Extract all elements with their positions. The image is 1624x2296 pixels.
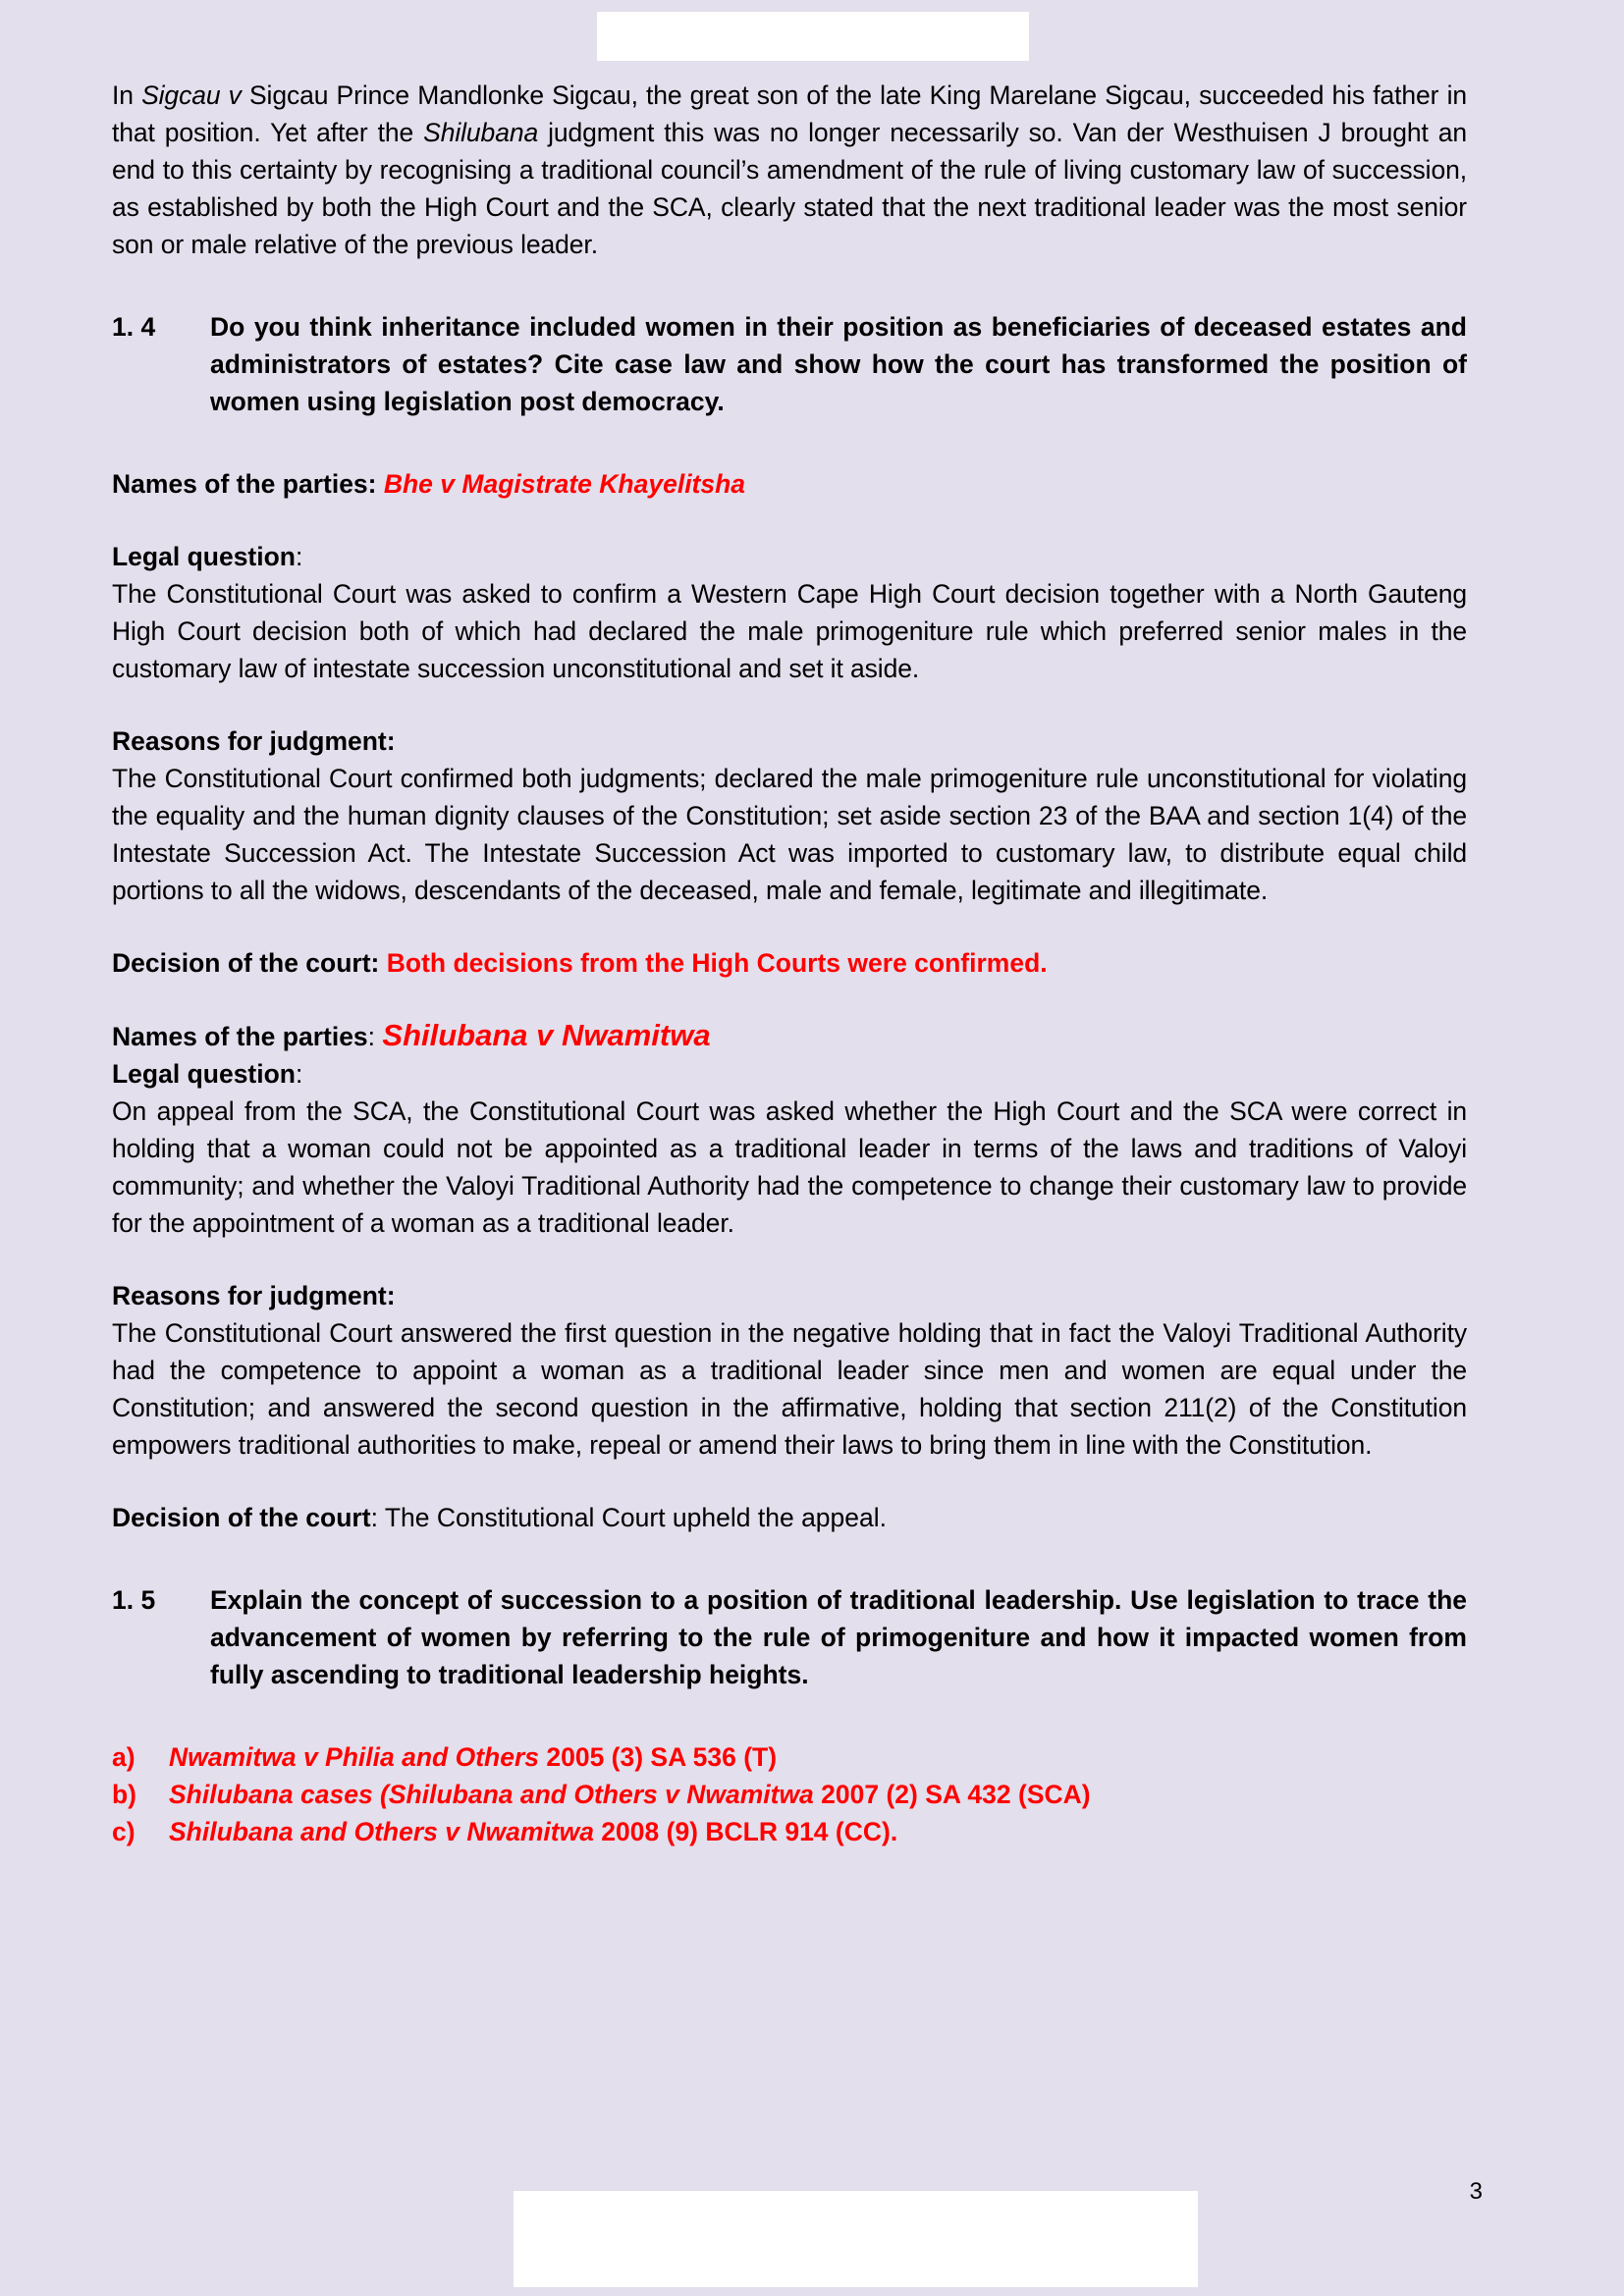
reference-text <box>169 1776 1467 1813</box>
case-2-decision-label: Decision of the court <box>112 1503 371 1532</box>
case-1-parties-label: Names of the parties: <box>112 469 384 499</box>
spacer <box>112 420 1467 465</box>
case-2-parties-value: Shilubana v Nwamitwa <box>382 1018 711 1052</box>
spacer <box>112 1536 1467 1581</box>
case-1-reasons-text: The Constitutional Court confirmed both judgments; declared the male primogeniture rule unconstitutional for violating the equality and the human dignity clauses of the Constitution; set aside section 23 of the BAA and section 1(4) of the Intestate Succession Act. The Intestate Succession Act was imported to customary law, to distribute equal child portions to all the widows, descendants of the deceased, male and female, legitimate and illegitimate. <box>112 764 1467 905</box>
case-2-decision-value: The Constitutional Court upheld the appeal. <box>384 1503 888 1532</box>
case-1-legal-question-label: Legal question <box>112 542 296 571</box>
list-item <box>112 1776 1467 1813</box>
case-2-legal-question-heading <box>112 1055 1467 1093</box>
case-1-reasons-label: Reasons for judgment: <box>112 726 396 756</box>
spacer <box>112 909 1467 944</box>
case-2-legal-question-text: On appeal from the SCA, the Constitutional Court was asked whether the High Court and the SCA were correct in holding that a woman could not be appointed as a traditional leader in terms of the laws and traditions of Valoyi community; and whether the Valoyi Traditional Authority had the competence to change their customary law to provide for the appointment of a woman as a traditional leader. <box>112 1096 1467 1238</box>
spacer <box>112 982 1467 1017</box>
reference-citation: 2008 (9) BCLR 914 (CC). <box>593 1817 898 1846</box>
case-2-legal-question-colon: : <box>296 1059 303 1089</box>
paragraph-sigcau-part-c: judgment this was no longer necessarily so. Van der Westhuisen J brought an end to this certainty by recognising a traditional council’s amendment of the rule of living customary law of succession, as established by both the High Court and the SCA, clearly stated that the next traditional leader was the most senior son or male relative of the previous leader. <box>112 118 1467 259</box>
reference-marker: b) <box>112 1780 137 1809</box>
paragraph-sigcau-part-a: In <box>112 80 142 110</box>
spacer <box>112 263 1467 308</box>
question-1-5-number: 1. 5 <box>112 1585 156 1615</box>
reference-text <box>169 1738 1467 1776</box>
case-2-parties-colon: : <box>367 1022 383 1051</box>
question-1-4-number: 1. 4 <box>112 312 156 342</box>
question-1-5 <box>112 1581 1467 1693</box>
paragraph-sigcau <box>112 77 1467 263</box>
spacer <box>112 1242 1467 1277</box>
case-2-parties-line <box>112 1017 1467 1055</box>
reference-case-name: Shilubana and Others v Nwamitwa <box>169 1817 594 1846</box>
case-1-decision-label: Decision of the court: <box>112 948 387 978</box>
question-1-4-text: Do you think inheritance included women in their position as beneficiaries of deceased estates and administrators of estates? Cite case law and show how the court has transformed the position of women using legislation post democracy. <box>210 312 1467 416</box>
reference-list <box>112 1738 1467 1850</box>
footer-redaction-box <box>514 2191 1198 2287</box>
case-1-legal-question-text: The Constitutional Court was asked to confirm a Western Cape High Court decision together with a North Gauteng High Court decision both of which had declared the male primogeniture rule which preferred senior males in the customary law of intestate succession unconstitutional and set it aside. <box>112 579 1467 683</box>
case-1-parties-value: Bhe v Magistrate Khayelitsha <box>383 469 746 499</box>
reference-citation: 2007 (2) SA 432 (SCA) <box>813 1780 1091 1809</box>
reference-marker: a) <box>112 1742 135 1772</box>
case-1-decision-line <box>112 944 1467 982</box>
case-1-parties-line <box>112 465 1467 503</box>
paragraph-sigcau-part-b: Sigcau Prince Mandlonke Sigcau, the great son of the late King Marelane Sigcau, succeeded his father in that position. Yet after the <box>112 80 1467 147</box>
document-body <box>112 77 1467 1850</box>
page-number: 3 <box>1469 2178 1483 2205</box>
spacer <box>112 503 1467 538</box>
reference-case-name: Nwamitwa v Philia and Others <box>169 1742 539 1772</box>
list-item <box>112 1738 1467 1776</box>
case-2-parties-label: Names of the parties <box>112 1022 368 1051</box>
case-1-decision-value: Both decisions from the High Courts were confirmed. <box>386 948 1048 978</box>
case-2-reasons-label: Reasons for judgment: <box>112 1281 396 1310</box>
case-1-legal-question-colon: : <box>296 542 303 571</box>
question-1-4 <box>112 308 1467 420</box>
case-2-reasons-text: The Constitutional Court answered the first question in the negative holding that in fact the Valoyi Traditional Authority had the competence to appoint a woman as a traditional leader since men and women are equal under the Constitution; and answered the second question in the affirmative, holding that section 211(2) of the Constitution empowers traditional authorities to make, repeal or amend their laws to bring them in line with the Constitution. <box>112 1318 1467 1460</box>
reference-case-name: Shilubana cases (Shilubana and Others v Nwamitwa <box>169 1780 814 1809</box>
list-item <box>112 1813 1467 1850</box>
case-2-decision-colon: : <box>370 1503 385 1532</box>
spacer <box>112 1464 1467 1499</box>
reference-citation: 2005 (3) SA 536 (T) <box>539 1742 778 1772</box>
case-name-shilubana-italic: Shilubana <box>423 118 539 147</box>
case-1-legal-question-heading <box>112 538 1467 575</box>
spacer <box>112 687 1467 722</box>
reference-marker: c) <box>112 1817 135 1846</box>
case-2-legal-question-label: Legal question <box>112 1059 296 1089</box>
spacer <box>112 1693 1467 1738</box>
question-1-5-text: Explain the concept of succession to a position of traditional leadership. Use legislation to trace the advancement of women by referring to the rule of primogeniture and how it impacted women from fully ascending to traditional leadership heights. <box>210 1585 1467 1689</box>
case-name-sigcau-italic: Sigcau v <box>141 80 242 110</box>
case-2-decision-line <box>112 1499 1467 1536</box>
reference-text <box>169 1813 1467 1850</box>
header-redaction-box <box>597 12 1029 61</box>
